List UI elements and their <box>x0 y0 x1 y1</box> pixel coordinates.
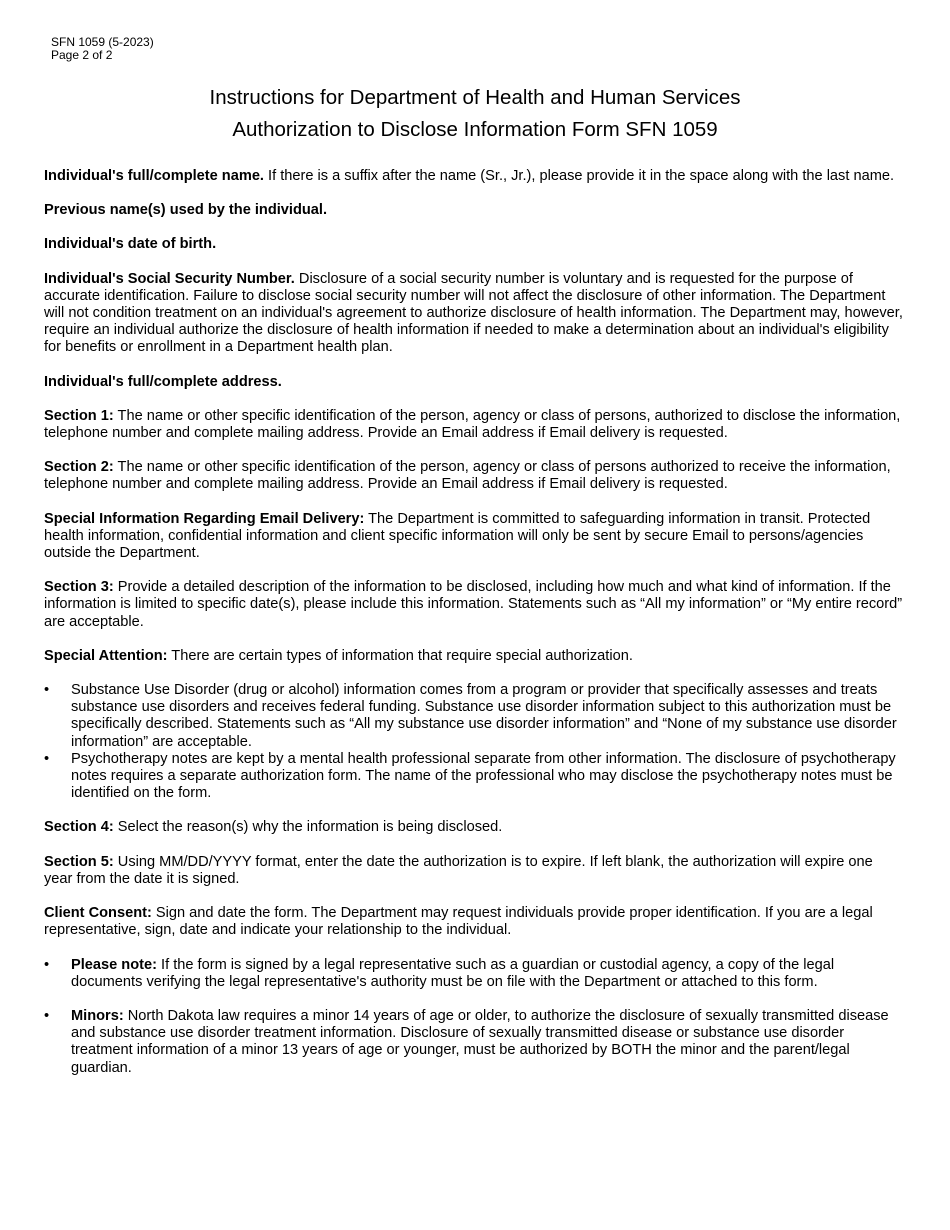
form-header <box>51 36 154 62</box>
page-title <box>0 82 950 146</box>
paragraph-heading: Previous name(s) used by the individual. <box>44 202 328 219</box>
client-consent-paragraph <box>44 905 904 939</box>
paragraph-heading: Special Attention: <box>44 647 168 664</box>
list-item <box>44 957 904 991</box>
section4-paragraph <box>44 819 904 836</box>
paragraph-text: Sign and date the form. The Department may request individuals provide proper identification. If you are a legal representative, sign, date and indicate your relationship to the individual. <box>44 905 873 939</box>
address-paragraph <box>44 374 904 391</box>
section2-paragraph <box>44 459 904 493</box>
note-heading: Minors: <box>71 1007 124 1024</box>
ssn-paragraph <box>44 271 904 357</box>
paragraph-text: Disclosure of a social security number is voluntary and is requested for the purpose of accurate identification. Failure to disclose social security number will not affect the disclosure of other information. The Department will not condition treatment on an individual's agreement to authorize disclosure of health information. The Department may, however, require an individual authorize the disclosure of health information if needed to make a determination about an individual's eligibility for benefits or enrollment in a Department health plan. <box>44 270 903 356</box>
form-number: SFN 1059 (5-2023) <box>51 35 154 49</box>
note-heading: Please note: <box>71 956 157 973</box>
page-number: Page 2 of 2 <box>51 48 113 62</box>
paragraph-text: Using MM/DD/YYYY format, enter the date the authorization is to expire. If left blank, the authorization will expire one year from the date it is signed. <box>44 853 873 887</box>
full-name-paragraph <box>44 168 904 185</box>
paragraph-heading: Individual's Social Security Number. <box>44 270 295 287</box>
title-line-1: Instructions for Department of Health and Human Services <box>209 86 741 109</box>
paragraph-heading: Individual's date of birth. <box>44 236 217 253</box>
paragraph-text: If there is a suffix after the name (Sr., Jr.), please provide it in the space along with the last name. <box>264 168 895 184</box>
instructions-body <box>44 168 904 1094</box>
email-delivery-paragraph <box>44 511 904 563</box>
section5-paragraph <box>44 854 904 888</box>
title-line-2: Authorization to Disclose Information Form SFN 1059 <box>232 118 718 141</box>
paragraph-heading: Individual's full/complete name. <box>44 168 264 184</box>
paragraph-heading: Individual's full/complete address. <box>44 373 282 390</box>
paragraph-text: Select the reason(s) why the information is being disclosed. <box>113 819 503 836</box>
paragraph-text: The name or other specific identification of the person, agency or class of persons authorized to receive the information, telephone number and complete mailing address. Provide an Email address if Email delivery is requested. <box>44 459 891 493</box>
paragraph-text: The name or other specific identification of the person, agency or class of persons, authorized to disclose the information, telephone number and complete mailing address. Provide an Email address if Email delivery is requested. <box>44 407 901 442</box>
consent-notes-list <box>44 957 904 1077</box>
note-text: If the form is signed by a legal representative such as a guardian or custodial agency, a copy of the legal documents verifying the legal representative's authority must be on file with the Department or attached to this form. <box>71 956 835 990</box>
special-attention-paragraph <box>44 648 904 665</box>
paragraph-heading: Section 3: <box>44 579 114 596</box>
paragraph-heading: Section 2: <box>44 459 114 476</box>
previous-names-paragraph <box>44 202 904 219</box>
list-item: • Substance Use Disorder (drug or alcohol) information comes from a program or provider that specifically assesses and treats substance use disorders and receives federal funding. Substance use disorder information subject to this authorization must be specifically described. Statements such as “All my substance use disorder information” and “None of my substance use disorder information” are acceptable. <box>44 682 904 751</box>
special-attention-list <box>44 682 904 802</box>
paragraph-heading: Section 4: <box>44 819 114 836</box>
paragraph-text: The Department is committed to safeguarding information in transit. Protected health information, confidential information and client specific information will only be sent by secure Email to persons/agencies outside the Department. <box>44 510 871 562</box>
list-item <box>44 1008 904 1077</box>
paragraph-heading: Section 1: <box>44 407 114 424</box>
section3-paragraph <box>44 579 904 631</box>
list-item: • Psychotherapy notes are kept by a mental health professional separate from other information. The disclosure of psychotherapy notes requires a separate authorization form. The name of the professional who may disclose the psychotherapy notes must be identified on the form. <box>44 751 904 803</box>
section1-paragraph <box>44 408 904 442</box>
note-text: North Dakota law requires a minor 14 years of age or older, to authorize the disclosure of sexually transmitted disease and substance use disorder treatment information. Disclosure of sexually transmitted disease or substance use disorder treatment information of a minor 13 years of age or younger, must be authorized by BOTH the minor and the parent/legal guardian. <box>71 1007 889 1076</box>
paragraph-text: Provide a detailed description of the information to be disclosed, including how much and what kind of information. If the information is limited to specific date(s), please include this information. Statements such as “All my information” or “My entire record” are acceptable. <box>44 579 903 630</box>
dob-paragraph <box>44 236 904 253</box>
paragraph-text: There are certain types of information that require special authorization. <box>167 647 633 664</box>
paragraph-heading: Special Information Regarding Email Delivery: <box>44 510 365 527</box>
paragraph-heading: Client Consent: <box>44 905 152 922</box>
paragraph-heading: Section 5: <box>44 853 114 870</box>
